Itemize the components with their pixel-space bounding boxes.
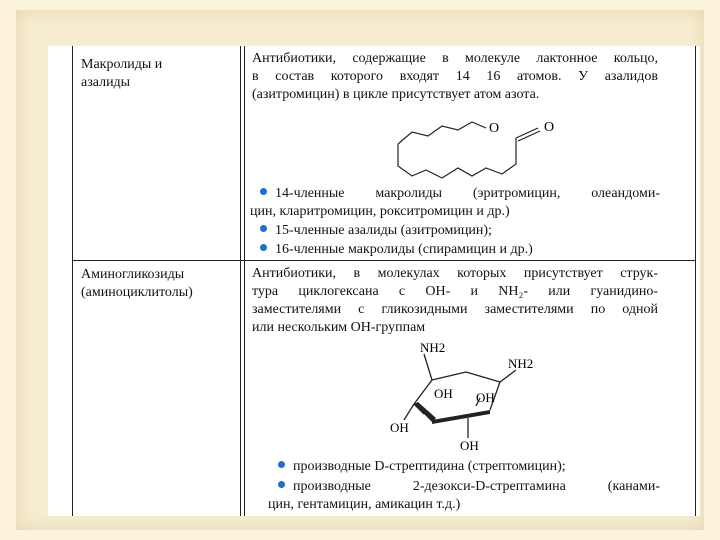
description-aminoglycosides: Антибиотики, в молекулах которых присутствует струк- тура циклогексана с ОН- и NH₂- или гуанидино- заместителями с гликозидными заместителями по одной или нескольким ОН-группам [252,266,658,335]
nh2-bond [424,354,432,380]
table-divider-2 [244,46,245,516]
ring-bond [414,380,432,404]
description-macrolides: Антибиотики, содержащие в молекуле лактонное кольцо, в состав которого входят 14 16 атомов. У азалидов (азитромицин) в цикле присутствует атом азота. [252,51,658,102]
bullet-icon [278,461,285,468]
ring-bond [466,372,500,382]
class-name-aminoglycosides: Аминогликозиды (аминоциклитолы) [81,267,193,300]
bullet-icon [260,225,267,232]
ring-bond [432,372,466,380]
wedge-bond [414,402,436,422]
list-item: производные D-стрептидина (стрептомицин); [278,458,566,476]
carbonyl-oxygen-label: O [544,120,555,135]
table-border-left [72,46,73,516]
oh-ring-right-label: OH [476,390,495,405]
wedge-bond [432,410,490,424]
ring-top-bonds [398,122,486,144]
class-name-macrolides: Макролиды и азалиды [81,57,163,90]
table-divider-1 [240,46,241,516]
document-page [48,46,700,516]
oh-left-label: OH [390,420,409,435]
macrolide-ring-structure [368,114,568,186]
row-separator [72,260,696,261]
aminoglycoside-ring-structure [384,340,534,454]
table-border-right [695,46,696,516]
oh-bond [404,404,414,420]
ring-lower-bonds [398,138,516,178]
oh-ring-left-label: OH [434,386,453,401]
ring-oxygen-label: O [489,121,500,136]
list-item: 16-членные макролиды (спирамицин и др.) [260,241,533,259]
list-item: 14-членные макролиды (эритромицин, олеандоми- цин, кларитромицин, рокситромицин и др.) [250,186,660,219]
nh2-right-label: NH2 [508,356,534,371]
nh2-top-label: NH2 [420,340,446,355]
list-item: производные 2-дезокси-D-стрептамина (канами- цин, гентамицин, амикацин т.д.) [268,479,660,512]
oh-bottom-label: OH [460,438,479,453]
list-item: 15-членные азалиды (азитромицин); [260,222,492,240]
bullet-icon [260,244,267,251]
bullet-icon [260,188,267,195]
bullet-icon [278,481,285,488]
nh2-bond [500,370,516,382]
